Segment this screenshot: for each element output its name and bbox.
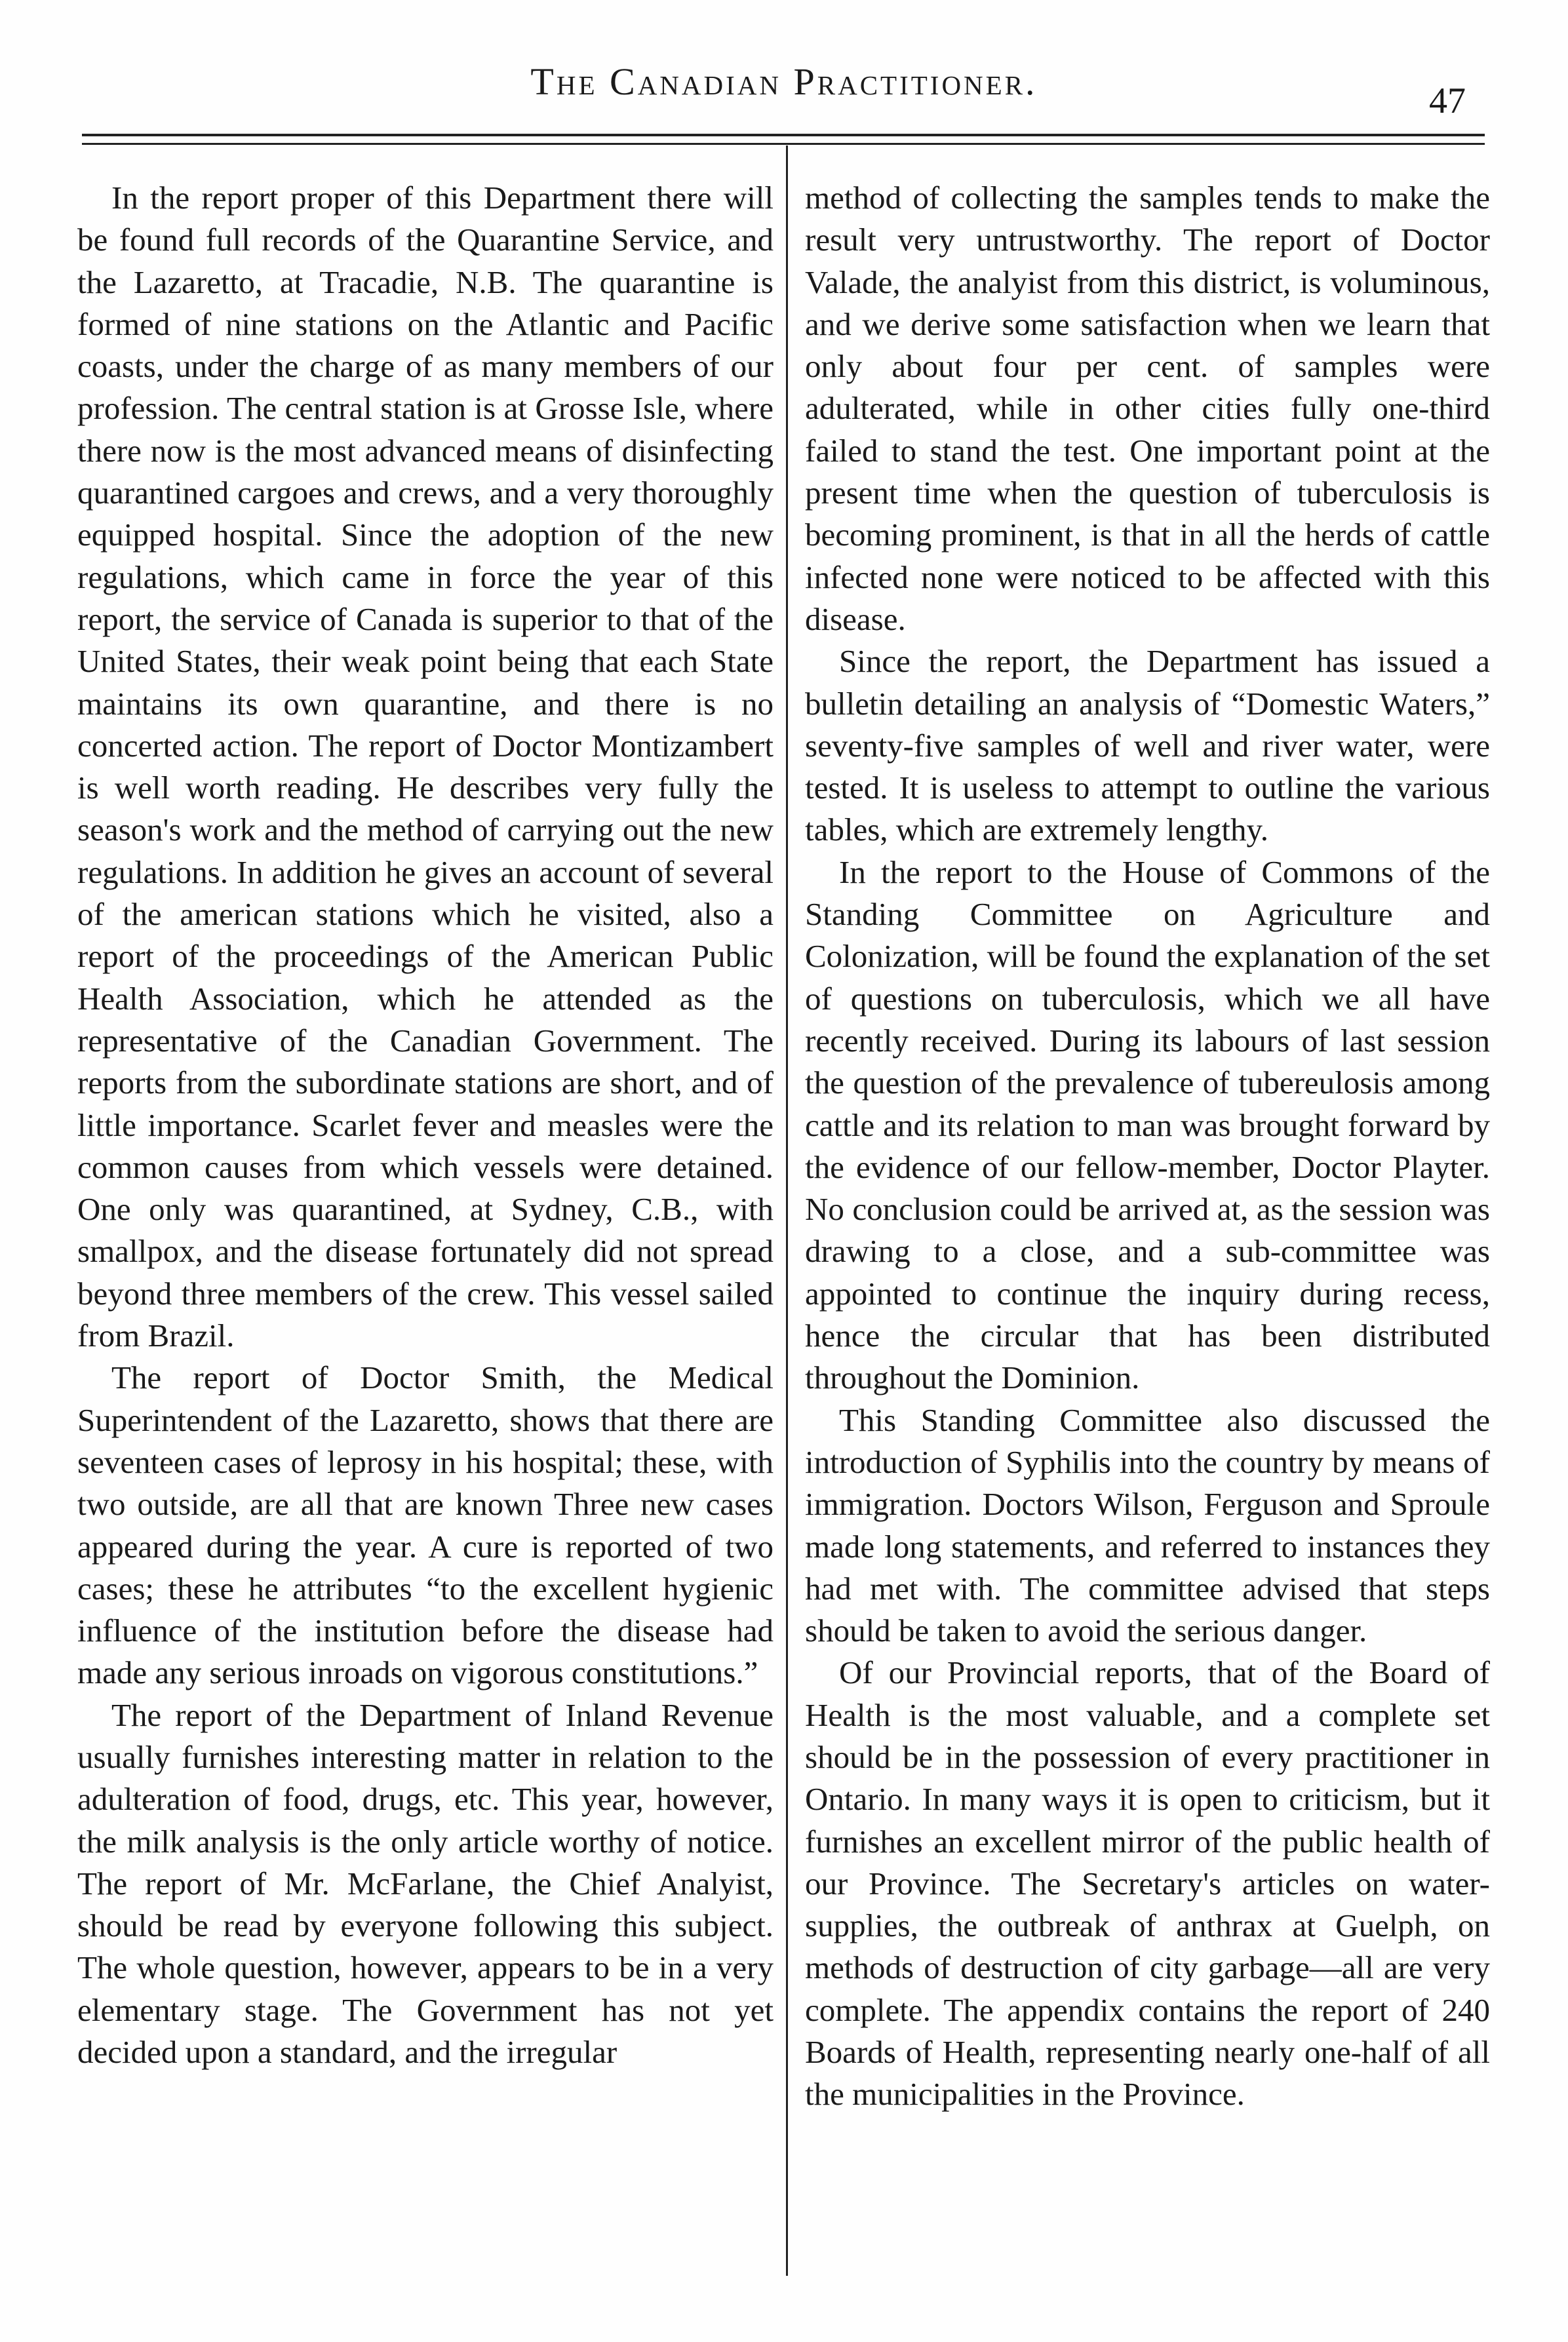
right-paragraph-provincial-reports: Of our Provincial reports, that of the Board of Health is the most valuable, and a complete set should be in the possession of every practitioner in Ontario. In many ways it is open to criticism, but it furnishes an excellent mirror of the public health of our Province. The Secretary's articles on water-supplies, the outbreak of anthrax at Guelph, on methods of destruction of city garbage—all are very complete. The appendix contains the report of 240 Boards of Health, representing nearly one-half of all the municipalities in the Province. <box>805 1654 1490 2113</box>
header-rule-top <box>82 134 1485 136</box>
right-paragraph-tuberculosis: In the report to the House of Commons of the Standing Committee on Agriculture and Colonization, will be found the explanation of the set of questions on tuberculosis, which we all have recently received. During its labours of last session the question of the prevalence of tubereulosis among cattle and its relation to man was brought forward by the evidence of our fellow-member, Doctor Playter. No conclusion could be arrived at, as the session was drawing to a close, and a sub-committee was appointed to continue the inquiry during recess, hence the circular that has been distributed throughout the Dominion. <box>805 853 1490 1396</box>
left-paragraph-quarantine: In the report proper of this Department there will be found full records of the Quarantine Service, and the Lazaretto, at Tracadie, N.B. The quarantine is formed of nine stations on the Atlantic and Pacific coasts, under the charge of as many members of our profession. The central station is at Grosse Isle, where there now is the most advanced means of disinfecting quarantined cargoes and crews, and a very thoroughly equipped hospital. Since the adoption of the new regulations, which came in force the year of this report, the service of Canada is superior to that of the United States, their weak point being that each State maintains its own quarantine, and there is no concerted action. The report of Doctor Montizambert is well worth reading. He describes very fully the season's work and the method of carrying out the new regulations. In addition he gives an account of several of the american stations which he visited, also a report of the proceedings of the American Public Health Association, which he attended as the representative of the Canadian Government. The reports from the subordinate stations are short, and of little importance. Scarlet fever and measles were the common causes from which vessels were detained. One only was quarantined, at Sydney, C.B., with smallpox, and the disease fortunately did not spread beyond three members of the crew. This vessel sailed from Brazil. <box>77 180 774 1354</box>
running-title: The Canadian Practitioner. <box>530 60 1038 103</box>
left-column <box>77 177 774 2073</box>
left-paragraph-inland-revenue: The report of the Department of Inland Revenue usually furnishes interesting matter in relation to the adulteration of food, drugs, etc. This year, however, the milk analysis is the only article worthy of notice. The report of Mr. McFarlane, the Chief Analyist, should be read by everyone following this subject. The whole question, however, appears to be in a very elementary stage. The Government has not yet decided upon a standard, and the irregular <box>77 1696 774 2071</box>
page-number: 47 <box>1429 81 1466 121</box>
column-divider <box>786 146 788 2276</box>
header-rule-bottom <box>82 143 1485 145</box>
right-paragraph-bulletin: Since the report, the Department has issued a bulletin detailing an analysis of “Domestic Waters,” seventy-five samples of well and river water, were tested. It is useless to attempt to outline the various tables, which are extremely lengthy. <box>805 643 1490 848</box>
right-column <box>805 177 1490 2116</box>
left-paragraph-lazaretto: The report of Doctor Smith, the Medical Superintendent of the Lazaretto, shows that there are seventeen cases of leprosy in his hospital; these, with two outside, are all that are known Three new cases appeared during the year. A cure is reported of two cases; these he attributes “to the excellent hygienic influence of the institution before the disease had made any serious inroads on vigorous constitutions.” <box>77 1359 774 1691</box>
right-paragraph-continuation: method of collecting the samples tends to make the result very untrustworthy. The report of Doctor Valade, the analyist from this district, is voluminous, and we derive some satisfaction when we learn that only about four per cent. of samples were adulterated, while in other cities fully one-third failed to stand the test. One important point at the present time when the question of tuberculosis is becoming prominent, is that in all the herds of cattle infected none were noticed to be affected with this disease. <box>805 180 1490 637</box>
right-paragraph-syphilis: This Standing Committee also discussed the introduction of Syphilis into the country by means of immigration. Doctors Wilson, Ferguson and Sproule made long statements, and referred to instances they had met with. The committee advised that steps should be taken to avoid the serious danger. <box>805 1401 1490 1649</box>
